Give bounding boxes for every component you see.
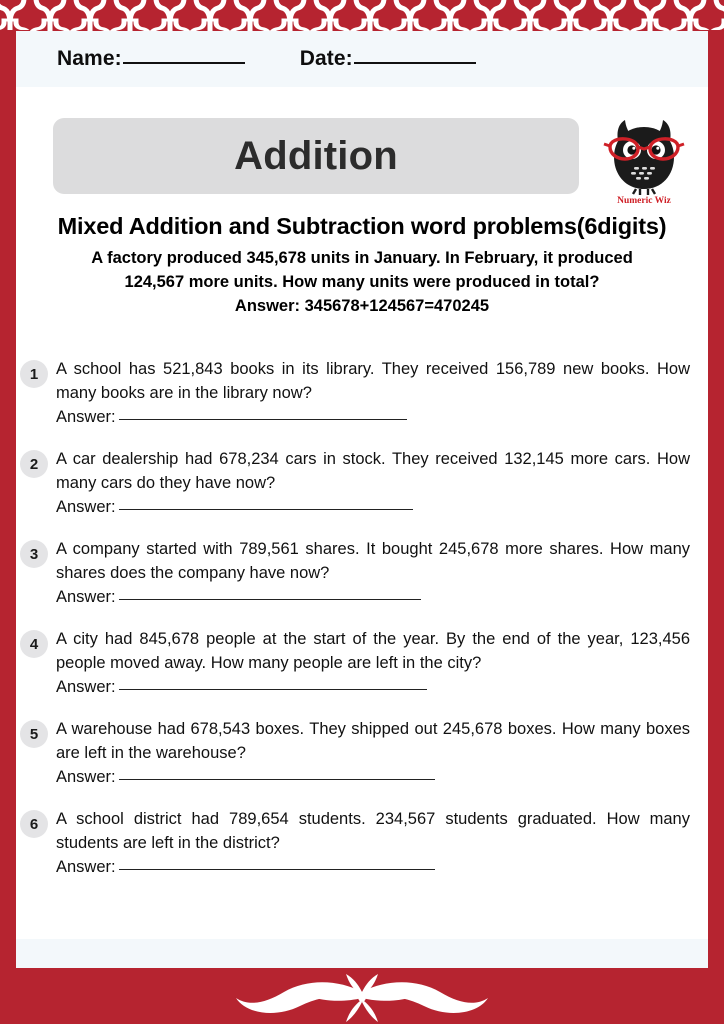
worksheet-sheet (16, 31, 708, 968)
answer-write-line[interactable] (119, 509, 413, 510)
answer-write-line[interactable] (119, 419, 407, 420)
example-line-1: A factory produced 345,678 units in January. In February, it produced (91, 249, 633, 268)
name-field[interactable] (57, 47, 245, 71)
problem-item (16, 628, 708, 698)
problem-number-badge: 5 (20, 720, 48, 748)
problem-number-badge: 6 (20, 810, 48, 838)
problem-number-badge: 1 (20, 360, 48, 388)
brand-logo (598, 117, 690, 205)
problem-text: A school has 521,843 books in its library. They received 156,789 new books. How many books are in the library now? (56, 360, 690, 402)
problem-text: A warehouse had 678,543 boxes. They shipped out 245,678 boxes. How many boxes are left in the warehouse? (56, 720, 690, 762)
problem-item (16, 718, 708, 788)
answer-label: Answer: (56, 677, 116, 696)
problem-number-badge: 2 (20, 450, 48, 478)
answer-write-line[interactable] (119, 689, 427, 690)
answer-write-line[interactable] (119, 599, 421, 600)
problem-text: A city had 845,678 people at the start of the year. By the end of the year, 123,456 people moved away. How many people are left in the city? (56, 630, 690, 672)
worksheet-heading: Mixed Addition and Subtraction word problems(6digits) (57, 213, 667, 239)
answer-write-line[interactable] (119, 779, 435, 780)
problem-number-badge: 4 (20, 630, 48, 658)
answer-label: Answer: (56, 587, 116, 606)
brand-name: Numeric Wiz (617, 196, 671, 205)
problem-item (16, 538, 708, 608)
example-problem (16, 247, 708, 295)
problem-answer-row[interactable] (56, 588, 690, 607)
answer-label: Answer: (56, 857, 116, 876)
footer-strip (16, 939, 708, 968)
date-field[interactable] (300, 47, 476, 71)
example-line-2: 124,567 more units. How many units were produced in total? (124, 272, 600, 291)
problem-answer-row[interactable] (56, 768, 690, 787)
answer-label: Answer: (56, 497, 116, 516)
example-answer: Answer: 345678+124567=470245 (234, 296, 490, 315)
problem-answer-row[interactable] (56, 498, 690, 517)
flourish-ornament-icon (212, 972, 512, 1024)
title-row (16, 117, 708, 205)
date-write-line[interactable] (354, 62, 476, 64)
answer-write-line[interactable] (119, 869, 435, 870)
page-title: Addition (234, 133, 398, 178)
problem-item (16, 808, 708, 878)
problem-text: A school district had 789,654 students. 234,567 students graduated. How many students are left in the district? (56, 810, 690, 852)
date-label: Date: (299, 47, 353, 70)
problem-answer-row[interactable] (56, 858, 690, 877)
problem-answer-row[interactable] (56, 678, 690, 697)
name-date-strip (16, 31, 708, 87)
problem-answer-row[interactable] (56, 408, 690, 427)
title-banner (53, 118, 579, 194)
name-write-line[interactable] (123, 62, 245, 64)
problem-item (16, 358, 708, 428)
answer-label: Answer: (56, 407, 116, 426)
bottom-decorative-border (0, 968, 724, 1024)
problem-list (16, 358, 708, 898)
heading-block (16, 213, 708, 316)
problem-text: A car dealership had 678,234 cars in stock. They received 132,145 more cars. How many cars do they have now? (56, 450, 690, 492)
answer-label: Answer: (56, 767, 116, 786)
owl-with-glasses-icon (598, 117, 690, 205)
problem-item (16, 448, 708, 518)
problem-text: A company started with 789,561 shares. It bought 245,678 more shares. How many shares does the company have now? (56, 540, 690, 582)
problem-number-badge: 3 (20, 540, 48, 568)
name-label: Name: (57, 47, 122, 70)
